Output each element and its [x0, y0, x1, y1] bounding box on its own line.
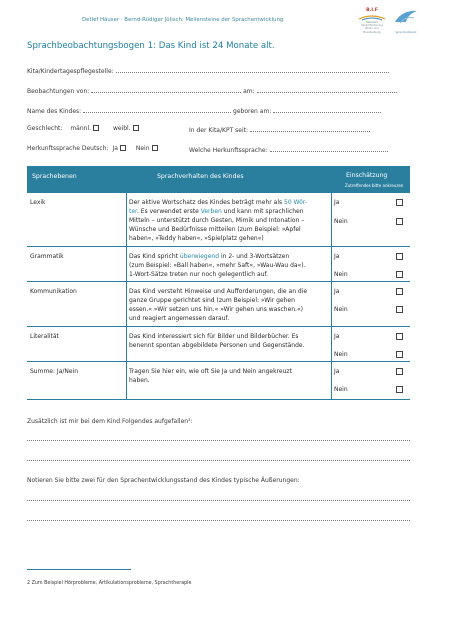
row-divider	[331, 282, 332, 326]
herkunft-label: Herkunftssprache Deutsch:	[27, 145, 109, 152]
summe-ja-field[interactable]	[396, 368, 403, 375]
notieren-line-2[interactable]	[27, 520, 410, 521]
ja-label: Ja	[334, 288, 340, 295]
zusaetzlich-line-1[interactable]	[27, 440, 410, 441]
desc-line: ter. Es verwendet erste Verben und kann mit sprachlichen	[129, 208, 304, 215]
welche-label: Welche Herkunftssprache:	[189, 147, 268, 154]
row-description	[126, 332, 333, 350]
herkunft-ja-checkbox[interactable]	[120, 145, 126, 151]
geboren-field[interactable]	[273, 106, 381, 113]
desc-line: Das Kind versteht Hinweise und Aufforderungen, die an die	[129, 288, 308, 295]
literalitaet-nein-checkbox[interactable]	[396, 351, 403, 358]
beobachtungen-field[interactable]	[91, 86, 241, 93]
name-label: Name des Kindes:	[27, 108, 82, 115]
row-divider	[331, 193, 332, 246]
herkunft-ja-label: Ja	[112, 145, 118, 152]
assessment-table	[27, 166, 410, 400]
desc-line: und reagiert angemessen darauf.	[129, 315, 230, 322]
header-subtext: Zutreffendes bitte ankreuzen	[345, 183, 404, 188]
maennl-label: männl.	[70, 125, 92, 132]
page-title: Sprachbeobachtungsbogen 1: Das Kind ist 24 Monate alt.	[27, 41, 275, 51]
maennl-checkbox[interactable]	[93, 125, 99, 131]
nein-label: Nein	[334, 386, 348, 393]
lexik-ja-checkbox[interactable]	[396, 199, 403, 206]
nein-label: Nein	[334, 218, 348, 225]
kita-label: Kita/Kindertagespflegestelle:	[27, 68, 114, 75]
row-divider	[331, 247, 332, 281]
name-field[interactable]	[83, 106, 231, 113]
ja-label: Ja	[334, 253, 340, 260]
bif-logo	[357, 8, 387, 34]
notieren-prompt: Notieren Sie bitte zwei für den Sprachentwicklungsstand des Kindes typische Äußerungen:	[27, 477, 300, 484]
kita-field[interactable]	[116, 66, 389, 73]
header-einschaetzung: Einschätzung	[346, 172, 388, 179]
form-beobachtungen-line	[27, 86, 397, 95]
row-category: Summe: Ja/Nein	[30, 368, 79, 375]
inkita-label: In der Kita/KPT seit:	[189, 127, 248, 134]
row-divider	[331, 327, 332, 361]
network-logo-subtitle: Sprachnetzwerk	[395, 31, 417, 34]
am-label: am:	[243, 88, 255, 95]
footnote: 2 Zum Beispiel Hörprobleme, Artikulationsprobleme, Sprachtherapie	[27, 581, 192, 586]
summe-nein-field[interactable]	[396, 386, 403, 393]
table-row-literalitaet	[27, 327, 410, 362]
lexik-nein-checkbox[interactable]	[396, 218, 403, 225]
table-row-lexik	[27, 193, 410, 247]
header-sprachebenen: Sprachebenen	[32, 173, 77, 180]
am-field[interactable]	[257, 86, 397, 93]
form-herkunft-line	[27, 145, 158, 152]
nein-label: Nein	[334, 306, 348, 313]
row-description	[126, 287, 333, 323]
zusaetzlich-prompt: Zusätzlich ist mir bei dem Kind Folgendes aufgefallen²:	[27, 418, 193, 425]
row-description	[126, 198, 333, 243]
inkita-field[interactable]	[250, 125, 370, 132]
header-authors: Detlef Häuser · Bernd-Rüdiger Jülisch: Meilensteine der Sprachentwicklung	[82, 17, 284, 23]
table-row-summe	[27, 362, 410, 400]
geboren-label: geboren am:	[233, 108, 272, 115]
nein-label: Nein	[334, 351, 348, 358]
grammatik-ja-checkbox[interactable]	[396, 253, 403, 260]
bif-logo-graphic	[357, 13, 387, 21]
desc-line: Wünsche und Bedürfnisse mitteilen (zum Beispiel: »Apfel	[129, 226, 301, 233]
row-category: Lexik	[30, 199, 46, 206]
weibl-label: weibl.	[112, 125, 131, 132]
herkunft-nein-checkbox[interactable]	[152, 145, 158, 151]
notieren-line-1[interactable]	[27, 500, 410, 501]
desc-line: benennt spontan abgebildete Personen und Gegenstände.	[129, 342, 305, 349]
form-name-line	[27, 106, 381, 115]
desc-line: ganze Gruppe gerichtet sind (zum Beispiel: »Wir gehen	[129, 297, 295, 304]
header-sprachverhalten: Sprachverhalten des Kindes	[157, 173, 244, 180]
bif-logo-subtitle: Netzwerk Sprachförderung Berlin und Brandenburg	[361, 21, 383, 34]
row-description	[126, 367, 333, 385]
herkunft-nein-label: Nein	[135, 145, 150, 152]
kommunikation-ja-checkbox[interactable]	[396, 288, 403, 295]
bif-logo-text: B.I.F	[366, 8, 378, 13]
desc-line: 1-Wort-Sätze treten nur noch gelegentlich auf.	[129, 271, 269, 278]
form-geschlecht-line	[27, 125, 139, 132]
row-divider	[331, 362, 332, 399]
row-description	[126, 252, 333, 279]
form-kita-line	[27, 66, 389, 75]
desc-line: Mitteln – unterstützt durch Gesten, Mimik und Intonation –	[129, 217, 305, 224]
bird-icon	[392, 8, 420, 26]
form-welche-line	[189, 145, 388, 154]
ja-label: Ja	[334, 368, 340, 375]
welche-field[interactable]	[270, 145, 388, 152]
grammatik-nein-checkbox[interactable]	[396, 271, 403, 278]
desc-line: haben«, »Teddy haben«, »Spielplatz gehen«)	[129, 235, 264, 242]
form-inkita-line	[189, 125, 370, 134]
ja-label: Ja	[334, 199, 340, 206]
table-row-grammatik	[27, 247, 410, 282]
network-logo	[392, 8, 420, 36]
desc-line: Das Kind interessiert sich für Bilder und Bilderbücher. Es	[129, 333, 299, 340]
kommunikation-nein-checkbox[interactable]	[396, 306, 403, 313]
weibl-checkbox[interactable]	[133, 125, 139, 131]
literalitaet-ja-checkbox[interactable]	[396, 333, 403, 340]
row-category: Literalität	[30, 333, 59, 340]
zusaetzlich-line-2[interactable]	[27, 460, 410, 461]
desc-line: Das Kind spricht überwiegend in 2- und 3-Wortsätzen	[129, 253, 290, 260]
footnote-rule	[27, 569, 131, 570]
desc-line: essen.« »Wir setzen uns hin.« »Wir gehen uns waschen.«)	[129, 306, 303, 313]
ja-label: Ja	[334, 333, 340, 340]
desc-line: Tragen Sie hier ein, wie oft Sie Ja und Nein angekreuzt	[129, 368, 292, 375]
desc-line: Der aktive Wortschatz des Kindes beträgt mehr als 50 Wör-	[129, 199, 308, 206]
row-category: Grammatik	[30, 253, 64, 260]
beobachtungen-label: Beobachtungen von:	[27, 88, 90, 95]
desc-line: haben.	[129, 377, 150, 384]
geschlecht-label: Geschlecht:	[27, 125, 63, 132]
table-header	[27, 166, 410, 193]
nein-label: Nein	[334, 271, 348, 278]
row-category: Kommunikation	[30, 288, 77, 295]
table-row-kommunikation	[27, 282, 410, 327]
desc-line: (zum Beispiel: »Ball haben«, »mehr Saft«, »Wau-Wau da«).	[129, 262, 306, 269]
